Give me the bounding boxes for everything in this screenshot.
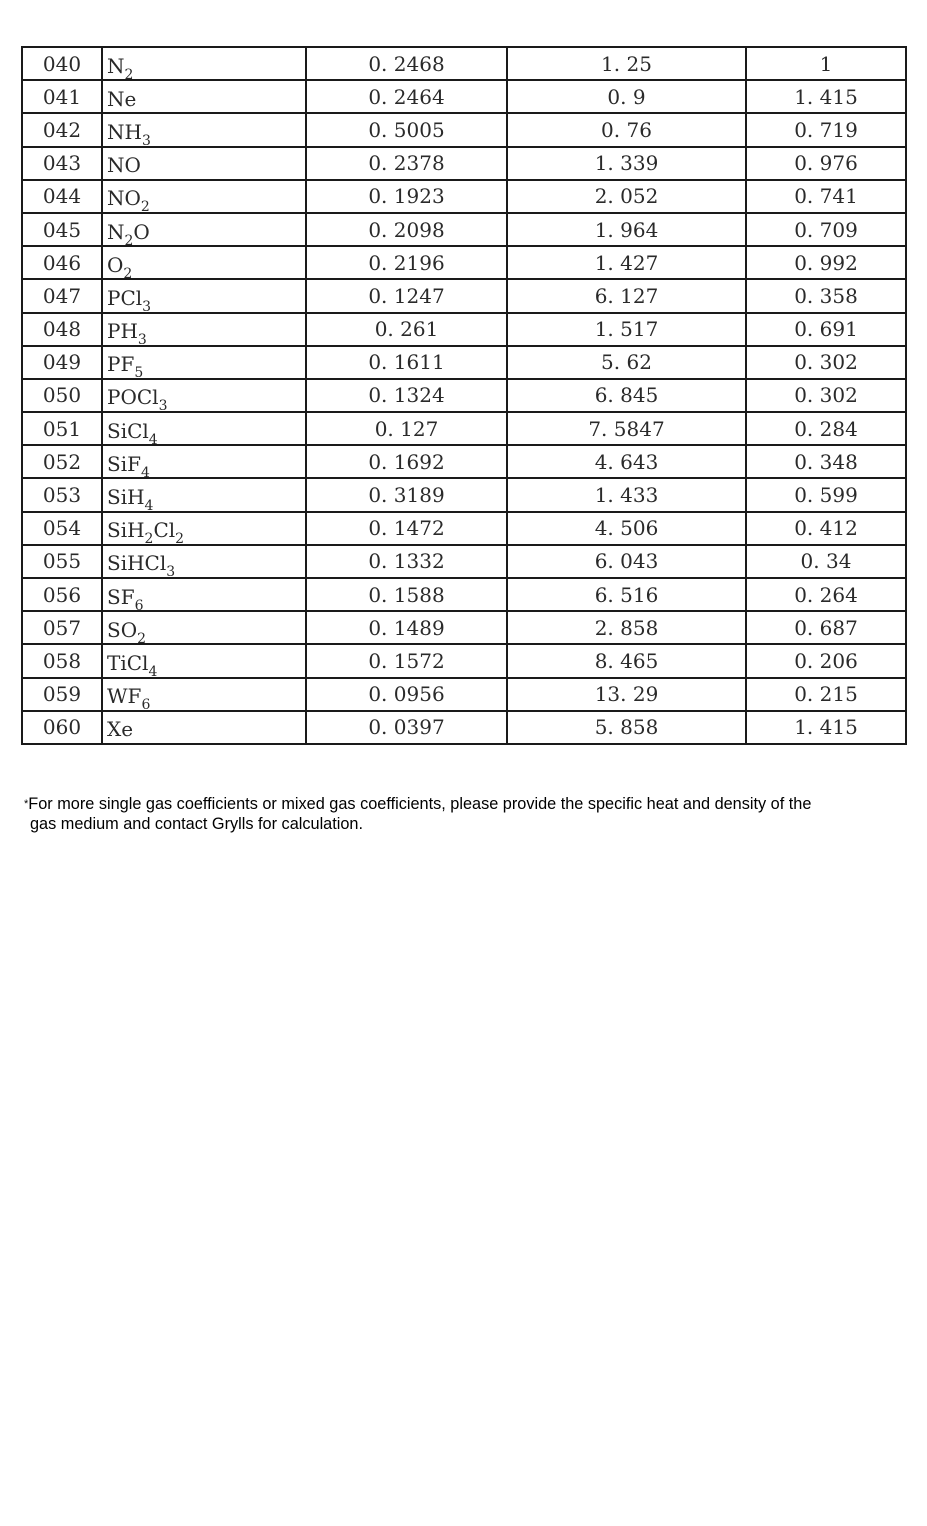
gas-formula-cell xyxy=(102,113,306,146)
footnote-line-2: gas medium and contact Grylls for calculation. xyxy=(30,815,364,833)
density-cell: 4. 506 xyxy=(507,512,746,545)
table-row xyxy=(22,147,906,180)
coefficient-cell: 0. 215 xyxy=(746,678,906,711)
density-cell: 1. 25 xyxy=(507,47,746,80)
footnote-line-1 xyxy=(24,794,914,814)
formula-symbol: SiH xyxy=(107,485,145,510)
gas-formula xyxy=(107,119,151,147)
formula-subscript: 5 xyxy=(134,365,144,379)
density-cell: 4. 643 xyxy=(507,445,746,478)
specific-heat-cell: 0. 1588 xyxy=(306,578,507,611)
gas-formula-cell xyxy=(102,213,306,246)
gas-formula-cell xyxy=(102,80,306,113)
formula-subscript: 3 xyxy=(158,398,168,413)
gas-formula xyxy=(107,418,158,446)
gas-formula-cell xyxy=(102,711,306,744)
formula-symbol: Cl xyxy=(153,518,176,543)
specific-heat-cell: 0. 1611 xyxy=(306,346,507,379)
gas-formula xyxy=(107,650,158,678)
density-cell: 1. 433 xyxy=(507,478,746,511)
density-cell: 1. 427 xyxy=(507,246,746,279)
gas-code-cell: 054 xyxy=(22,512,102,545)
gas-formula xyxy=(107,451,150,479)
formula-subscript: 3 xyxy=(142,298,152,313)
specific-heat-cell: 0. 1472 xyxy=(306,512,507,545)
gas-formula-cell xyxy=(102,246,306,279)
gas-code-cell: 057 xyxy=(22,611,102,644)
formula-subscript: 2 xyxy=(137,630,147,645)
gas-code-cell: 058 xyxy=(22,644,102,677)
gas-formula xyxy=(107,53,134,81)
formula-symbol: N xyxy=(107,219,125,244)
formula-symbol: Xe xyxy=(107,717,134,742)
formula-subscript: 3 xyxy=(141,132,151,147)
gas-code-cell: 048 xyxy=(22,313,102,346)
table-row xyxy=(22,545,906,578)
formula-symbol: NO xyxy=(107,153,141,178)
density-cell: 5. 858 xyxy=(507,711,746,744)
density-cell: 6. 516 xyxy=(507,578,746,611)
density-cell: 0. 76 xyxy=(507,113,746,146)
specific-heat-cell: 0. 261 xyxy=(306,313,507,346)
gas-coefficient-table xyxy=(21,46,907,745)
footnote xyxy=(24,794,914,834)
gas-code-cell: 059 xyxy=(22,678,102,711)
coefficient-cell: 0. 412 xyxy=(746,512,906,545)
formula-symbol: POCl xyxy=(107,385,159,410)
specific-heat-cell: 0. 1332 xyxy=(306,545,507,578)
gas-formula xyxy=(107,385,168,413)
gas-code-cell: 043 xyxy=(22,147,102,180)
gas-formula-cell xyxy=(102,611,306,644)
formula-symbol: SiH xyxy=(107,518,145,543)
gas-formula-cell xyxy=(102,346,306,379)
density-cell: 7. 5847 xyxy=(507,412,746,445)
formula-subscript: 6 xyxy=(141,697,151,711)
gas-formula-cell xyxy=(102,180,306,213)
table-row xyxy=(22,611,906,644)
table-row xyxy=(22,279,906,312)
coefficient-cell: 0. 302 xyxy=(746,379,906,412)
coefficient-cell: 1. 415 xyxy=(746,80,906,113)
coefficient-cell: 0. 284 xyxy=(746,412,906,445)
coefficient-cell: 0. 206 xyxy=(746,644,906,677)
gas-formula-cell xyxy=(102,512,306,545)
table-row xyxy=(22,47,906,80)
formula-subscript: 4 xyxy=(144,498,154,512)
gas-code-cell: 052 xyxy=(22,445,102,478)
gas-formula xyxy=(107,186,150,213)
specific-heat-cell: 0. 1923 xyxy=(306,180,507,213)
gas-formula-cell xyxy=(102,379,306,412)
formula-subscript: 2 xyxy=(123,265,133,280)
coefficient-cell: 0. 34 xyxy=(746,545,906,578)
gas-formula xyxy=(107,584,144,612)
footnote-asterisk: * xyxy=(24,798,29,810)
gas-code-cell: 047 xyxy=(22,279,102,312)
specific-heat-cell: 0. 5005 xyxy=(306,113,507,146)
gas-code-cell: 055 xyxy=(22,545,102,578)
coefficient-cell: 0. 348 xyxy=(746,445,906,478)
gas-formula xyxy=(107,86,137,111)
table-row xyxy=(22,213,906,246)
specific-heat-cell: 0. 2378 xyxy=(306,147,507,180)
specific-heat-cell: 0. 1324 xyxy=(306,379,507,412)
gas-formula-cell xyxy=(102,412,306,445)
table-row xyxy=(22,246,906,279)
gas-formula-cell xyxy=(102,445,306,478)
specific-heat-cell: 0. 3189 xyxy=(306,478,507,511)
gas-formula xyxy=(107,219,150,247)
gas-formula xyxy=(107,684,151,711)
coefficient-cell: 0. 691 xyxy=(746,313,906,346)
formula-symbol: SiF xyxy=(107,451,141,476)
gas-formula-cell xyxy=(102,279,306,312)
specific-heat-cell: 0. 2098 xyxy=(306,213,507,246)
table-row xyxy=(22,346,906,379)
table-row xyxy=(22,578,906,611)
specific-heat-cell: 0. 2196 xyxy=(306,246,507,279)
formula-symbol: PH xyxy=(107,319,138,344)
formula-subscript: 2 xyxy=(144,531,154,545)
gas-formula xyxy=(107,485,154,512)
coefficient-cell: 0. 599 xyxy=(746,478,906,511)
specific-heat-cell: 0. 0397 xyxy=(306,711,507,744)
density-cell: 1. 517 xyxy=(507,313,746,346)
gas-formula-cell xyxy=(102,578,306,611)
density-cell: 6. 043 xyxy=(507,545,746,578)
table-body xyxy=(22,47,906,744)
coefficient-cell: 0. 719 xyxy=(746,113,906,146)
coefficient-cell: 0. 358 xyxy=(746,279,906,312)
formula-symbol: TiCl xyxy=(107,650,149,675)
formula-subscript: 6 xyxy=(134,597,144,612)
coefficient-cell: 0. 264 xyxy=(746,578,906,611)
coefficient-cell: 0. 687 xyxy=(746,611,906,644)
density-cell: 6. 845 xyxy=(507,379,746,412)
gas-formula-cell xyxy=(102,678,306,711)
coefficient-cell: 0. 302 xyxy=(746,346,906,379)
formula-symbol: O xyxy=(107,252,124,277)
density-cell: 2. 858 xyxy=(507,611,746,644)
specific-heat-cell: 0. 1692 xyxy=(306,445,507,478)
formula-subscript: 2 xyxy=(140,199,150,213)
specific-heat-cell: 0. 2468 xyxy=(306,47,507,80)
specific-heat-cell: 0. 1572 xyxy=(306,644,507,677)
table-row xyxy=(22,644,906,677)
table-row xyxy=(22,80,906,113)
gas-formula xyxy=(107,352,144,379)
formula-subscript: 4 xyxy=(148,431,158,446)
formula-symbol: SO xyxy=(107,617,138,642)
formula-symbol: N xyxy=(107,53,125,78)
coefficient-cell: 0. 709 xyxy=(746,213,906,246)
specific-heat-cell: 0. 2464 xyxy=(306,80,507,113)
gas-code-cell: 060 xyxy=(22,711,102,744)
specific-heat-cell: 0. 1489 xyxy=(306,611,507,644)
gas-formula xyxy=(107,252,133,280)
gas-formula xyxy=(107,285,152,313)
table-row xyxy=(22,313,906,346)
gas-code-cell: 041 xyxy=(22,80,102,113)
formula-symbol: PCl xyxy=(107,285,143,310)
gas-code-cell: 046 xyxy=(22,246,102,279)
gas-formula xyxy=(107,617,147,645)
coefficient-cell: 0. 976 xyxy=(746,147,906,180)
coefficient-cell: 0. 992 xyxy=(746,246,906,279)
gas-code-cell: 053 xyxy=(22,478,102,511)
density-cell: 1. 964 xyxy=(507,213,746,246)
table-row xyxy=(22,180,906,213)
gas-formula-cell xyxy=(102,644,306,677)
table-row xyxy=(22,412,906,445)
footnote-text-1: For more single gas coefficients or mixed gas coefficients, please provide the specific heat and density of the xyxy=(28,795,812,813)
gas-code-cell: 045 xyxy=(22,213,102,246)
density-cell: 1. 339 xyxy=(507,147,746,180)
gas-formula xyxy=(107,319,147,346)
table-row xyxy=(22,478,906,511)
gas-formula xyxy=(107,518,185,545)
formula-symbol: NH xyxy=(107,119,142,144)
table-row xyxy=(22,445,906,478)
formula-symbol: NO xyxy=(107,186,141,211)
formula-symbol: O xyxy=(133,219,150,244)
table-row xyxy=(22,113,906,146)
specific-heat-cell: 0. 127 xyxy=(306,412,507,445)
formula-subscript: 3 xyxy=(137,332,147,346)
gas-formula xyxy=(107,153,141,178)
formula-subscript: 4 xyxy=(148,663,158,678)
density-cell: 0. 9 xyxy=(507,80,746,113)
table-row xyxy=(22,379,906,412)
gas-code-cell: 056 xyxy=(22,578,102,611)
formula-symbol: SiHCl xyxy=(107,551,167,576)
table-row xyxy=(22,711,906,744)
specific-heat-cell: 0. 1247 xyxy=(306,279,507,312)
gas-formula xyxy=(107,717,134,742)
density-cell: 13. 29 xyxy=(507,678,746,711)
gas-code-cell: 051 xyxy=(22,412,102,445)
formula-symbol: Ne xyxy=(107,86,137,111)
formula-subscript: 2 xyxy=(124,232,134,247)
gas-code-cell: 049 xyxy=(22,346,102,379)
gas-formula-cell xyxy=(102,147,306,180)
gas-formula-cell xyxy=(102,478,306,511)
formula-symbol: PF xyxy=(107,352,135,377)
gas-formula-cell xyxy=(102,47,306,80)
coefficient-cell: 1 xyxy=(746,47,906,80)
gas-formula xyxy=(107,551,176,578)
formula-symbol: SiCl xyxy=(107,418,149,443)
formula-symbol: WF xyxy=(107,684,142,709)
density-cell: 2. 052 xyxy=(507,180,746,213)
density-cell: 5. 62 xyxy=(507,346,746,379)
formula-subscript: 3 xyxy=(166,564,176,578)
table-row xyxy=(22,512,906,545)
gas-code-cell: 042 xyxy=(22,113,102,146)
formula-symbol: SF xyxy=(107,584,135,609)
table-row xyxy=(22,678,906,711)
coefficient-cell: 1. 415 xyxy=(746,711,906,744)
density-cell: 6. 127 xyxy=(507,279,746,312)
gas-code-cell: 050 xyxy=(22,379,102,412)
formula-subscript: 2 xyxy=(124,66,134,81)
coefficient-cell: 0. 741 xyxy=(746,180,906,213)
gas-code-cell: 040 xyxy=(22,47,102,80)
density-cell: 8. 465 xyxy=(507,644,746,677)
gas-code-cell: 044 xyxy=(22,180,102,213)
specific-heat-cell: 0. 0956 xyxy=(306,678,507,711)
formula-subscript: 2 xyxy=(175,531,185,545)
formula-subscript: 4 xyxy=(140,464,150,479)
gas-formula-cell xyxy=(102,545,306,578)
gas-formula-cell xyxy=(102,313,306,346)
